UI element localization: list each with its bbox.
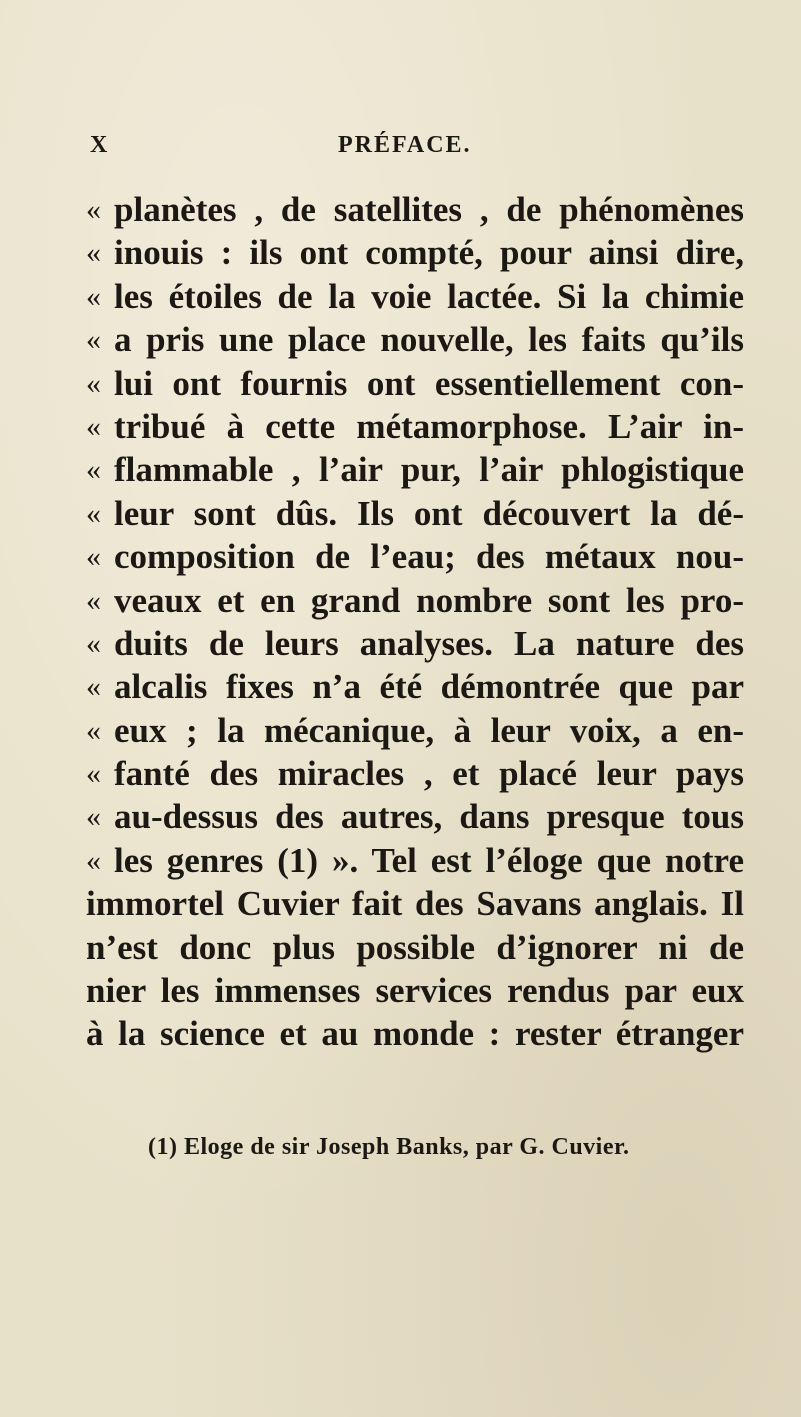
text-line <box>86 448 744 491</box>
text-line <box>86 362 744 405</box>
line-text: fanté des miracles , et placé leur pays <box>114 754 744 794</box>
quote-mark: « <box>86 496 101 530</box>
text-line <box>86 188 744 231</box>
text-line <box>86 665 744 708</box>
line-text: eux ; la mécanique, à leur voix, a en- <box>114 710 744 750</box>
line-text: les genres (1) ». Tel est l’éloge que notre <box>114 840 744 880</box>
line-text: tribué à cette métamorphose. L’air in- <box>114 406 744 446</box>
line-text: à la science et au monde : rester étranger <box>86 1014 744 1054</box>
quote-mark: « <box>86 843 101 877</box>
quote-mark: « <box>86 800 101 834</box>
line-text: a pris une place nouvelle, les faits qu’ils <box>114 320 744 360</box>
text-line <box>86 275 744 318</box>
line-text: au-dessus des autres, dans presque tous <box>114 797 744 837</box>
quote-mark: « <box>86 236 101 270</box>
quote-mark: « <box>86 279 101 313</box>
page-number: X <box>90 132 109 158</box>
text-line <box>86 231 744 274</box>
line-text: lui ont fournis ont essentiellement con- <box>114 363 744 403</box>
text-line <box>86 969 744 1012</box>
text-line <box>86 709 744 752</box>
line-text: flammable , l’air pur, l’air phlogistique <box>114 450 744 490</box>
quote-mark: « <box>86 713 101 747</box>
line-text: immortel Cuvier fait des Savans anglais. Il <box>86 884 744 924</box>
quote-mark: « <box>86 323 101 357</box>
line-text: nier les immenses services rendus par eux <box>86 971 744 1011</box>
text-line <box>86 535 744 578</box>
line-text: veaux et en grand nombre sont les pro- <box>114 580 744 620</box>
line-text: duits de leurs analyses. La nature des <box>114 623 744 663</box>
text-line <box>86 839 744 882</box>
footnote: (1) Eloge de sir Joseph Banks, par G. Cuvier. <box>148 1134 630 1160</box>
line-text: composition de l’eau; des métaux nou- <box>114 537 744 577</box>
quote-mark: « <box>86 193 101 226</box>
quote-mark: « <box>86 757 101 791</box>
quote-mark: « <box>86 670 101 704</box>
text-line <box>86 795 744 838</box>
text-line <box>86 926 744 969</box>
line-text: planètes , de satellites , de phénomènes <box>114 190 744 229</box>
line-text: les étoiles de la voie lactée. Si la chimie <box>114 276 744 316</box>
quote-mark: « <box>86 583 101 617</box>
quote-mark: « <box>86 453 101 487</box>
quote-mark: « <box>86 409 101 443</box>
text-line <box>86 579 744 622</box>
text-line <box>86 1012 744 1055</box>
page-header <box>0 128 801 168</box>
quote-mark: « <box>86 540 101 574</box>
text-line <box>86 492 744 535</box>
body-text <box>86 188 744 1056</box>
text-line <box>86 318 744 361</box>
text-line <box>86 752 744 795</box>
text-line <box>86 882 744 925</box>
line-text: leur sont dûs. Ils ont découvert la dé- <box>114 493 744 533</box>
quote-mark: « <box>86 366 101 400</box>
text-line <box>86 405 744 448</box>
text-line <box>86 622 744 665</box>
line-text: alcalis fixes n’a été démontrée que par <box>114 667 744 707</box>
line-text: n’est donc plus possible d’ignorer ni de <box>86 927 744 967</box>
running-title: PRÉFACE. <box>338 132 472 158</box>
line-text: inouis : ils ont compté, pour ainsi dire, <box>114 233 744 273</box>
quote-mark: « <box>86 626 101 660</box>
